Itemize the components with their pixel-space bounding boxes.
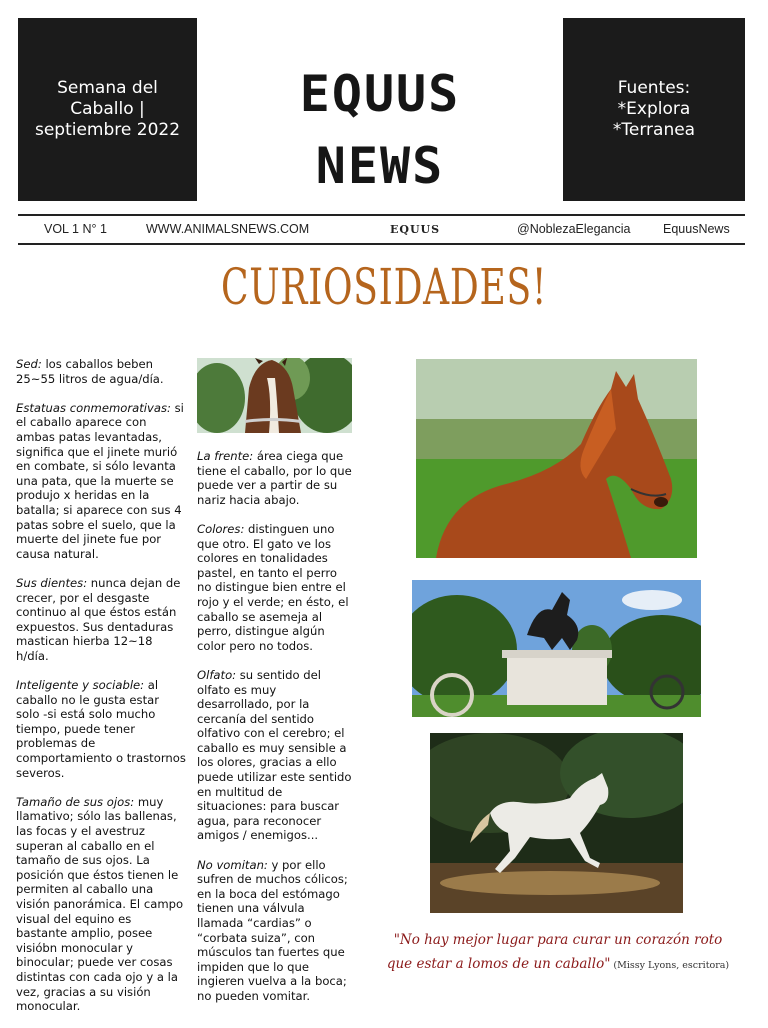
fact-item: Sus dientes: nunca dejan de crecer, por el desgaste continuo al que éstos están expuestos. Sus dentaduras mastican hierba 12~18 h/día. [16, 575, 181, 663]
chestnut-horse-photo [416, 359, 697, 558]
edition-text: Semana del Caballo | septiembre 2022 [34, 78, 181, 140]
quote-line1: "No hay mejor lugar para curar un corazón roto [393, 932, 723, 948]
fact-item: La frente: área ciega que tiene el caballo, por lo que puede ver a partir de su nariz hacia abajo. [197, 449, 352, 507]
volume-label: VOL 1 N° 1 [44, 222, 107, 236]
masthead-line2: NEWS [315, 137, 445, 195]
social-handle[interactable]: @NoblezaElegancia [517, 222, 631, 236]
fact-item: No vomitan: y por ello sufren de muchos cólicos; en la boca del estómago tienen una válvula llamada “cardias” o “corbata suiza”, con músculos tan fuertes que impiden que lo que ingieren vuelva a la boca; no pueden vomitar. [197, 857, 348, 1003]
horse-head-photo [197, 358, 352, 433]
statue-photo [412, 580, 701, 717]
top-rule [18, 214, 745, 216]
column-left [16, 357, 186, 1028]
fact-item: Inteligente y sociable: al caballo no le gusta estar solo -si está solo mucho tiempo, puede tener problemas de comportamiento o trastornos severos. [16, 678, 186, 780]
masthead-line1: EQUUS [299, 65, 461, 123]
edition-box [18, 18, 197, 201]
quote-line2: que estar a lomos de un caballo" (Missy Lyons, escritora) [386, 956, 730, 972]
section-headline: CURIOSIDADES! [220, 258, 548, 316]
quote-block [368, 928, 748, 978]
column-middle [197, 449, 353, 1018]
sources-text: Fuentes: *Explora *Terranea [612, 78, 696, 140]
website-link[interactable]: WWW.ANIMALSNEWS.COM [146, 222, 310, 236]
white-horse-photo [430, 733, 683, 913]
fact-item: Tamaño de sus ojos: muy llamativo; sólo las ballenas, las focas y el avestruz superan al caballo en el tamaño de sus ojos. La posición que éstos tienen le permiten al caballo una visión panorámica. El campo visual del equino es bastante amplio, posee visióbn monocular y binocular; puede ver cosas distintas con cada ojo y a la vez, gracias a su visión monocular. [16, 794, 184, 1014]
quote-source: (Missy Lyons, escritora) [610, 960, 730, 971]
news-handle[interactable]: EquusNews [663, 222, 730, 236]
sources-box [563, 18, 745, 201]
brand-label: EQUUS [390, 223, 441, 236]
masthead [230, 58, 530, 202]
fact-item: Sed: los caballos beben 25~55 litros de agua/día. [16, 357, 164, 386]
info-bar [18, 218, 745, 242]
fact-item: Colores: distinguen uno que otro. El gato ve los colores en tonalidades pastel, en tanto el perro no distingue bien entre el rojo y el verde; en ésto, el caballo se asemeja al perro, distingue algún color pero no todos. [197, 521, 349, 653]
fact-item: Olfato: su sentido del olfato es muy desarrollado, por la cercanía del sentido olfativo con el cerebro; el caballo es muy sensible a los olores, gracias a ello puede utilizar este sentido en multitud de situaciones: para buscar agua, para reconocer amigos / enemigos... [197, 667, 352, 843]
fact-item: Estatuas conmemorativas: si el caballo aparece con ambas patas levantadas, significa que el jinete murió en combate, si sólo levanta una pata, que la muerte se produjo x heridas en la batalla; si aparece con sus 4 patas sobre el suelo, que la muerte del jinete fue por causa natural. [16, 400, 184, 561]
bottom-rule [18, 243, 745, 245]
